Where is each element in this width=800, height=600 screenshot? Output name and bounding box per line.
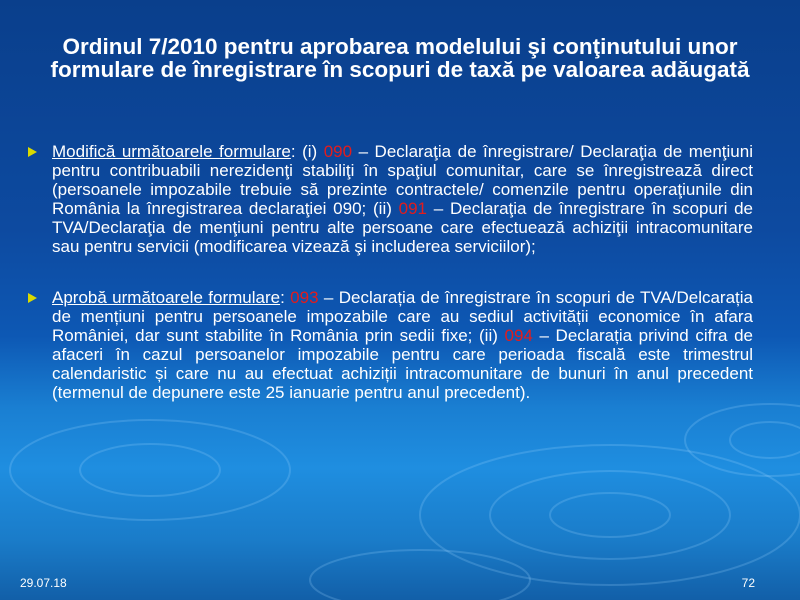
bullet-text: : — [280, 288, 291, 308]
slide-title: Ordinul 7/2010 pentru aprobarea modelului şi conţinutului unor formulare de înregistrare în scopuri de taxă pe valoarea adăugată — [50, 34, 750, 82]
page-number: 72 — [741, 576, 755, 590]
triangle-bullet-icon — [28, 293, 37, 303]
form-code: 093 — [290, 288, 319, 308]
bullet-text: : (i) — [290, 142, 324, 161]
form-code: 091 — [398, 198, 428, 218]
bullet-list — [52, 143, 753, 403]
bullet-item-aproba — [52, 289, 753, 402]
bullet-lead: Modifică următoarele formulare — [52, 142, 291, 161]
bullet-item-modifica — [52, 143, 753, 256]
bullet-text: – Declarația de înregistrare în scopuri de TVA/Delcarația de mențiuni pentru persoanele impozabile care au sediul activității economice în afara României, dar sunt stabilite în România prin sedii fixe; (ii) — [52, 288, 753, 346]
triangle-bullet-icon — [28, 147, 37, 157]
bullet-lead: Aprobă următoarele formulare — [52, 288, 281, 308]
footer-date: 29.07.18 — [20, 576, 67, 590]
form-code: 094 — [504, 326, 533, 346]
bullet-text: – Declarația privind cifra de afaceri în cazul persoanelor impozabile pentru care perioada fiscală este trimestrul calendaristic și care nu au efectuat achiziții intracomunitare de bunuri în anul precedent (termenul de depunere este 25 ianuarie pentru anul precedent). — [52, 326, 753, 402]
form-code: 090 — [323, 142, 353, 161]
bullet-text: – Declaraţia de înregistrare în scopuri de TVA/Declaraţia de menţiuni pentru alte persoane care efectuează achiziţii intracomunitare sau pentru servicii (modificarea vizează şi includerea serviciilor); — [52, 198, 754, 256]
bullet-text: – Declaraţia de înregistrare/ Declaraţia de menţiuni pentru contribuabili nerezidenţi stabiliţi în spaţiul comunitar, care se înregistrează direct (persoanele impozabile trebuie să prezinte contractele/ comenzile pentru operaţiunile din România la înregistrarea declaraţiei 090; (ii) — [52, 142, 753, 218]
